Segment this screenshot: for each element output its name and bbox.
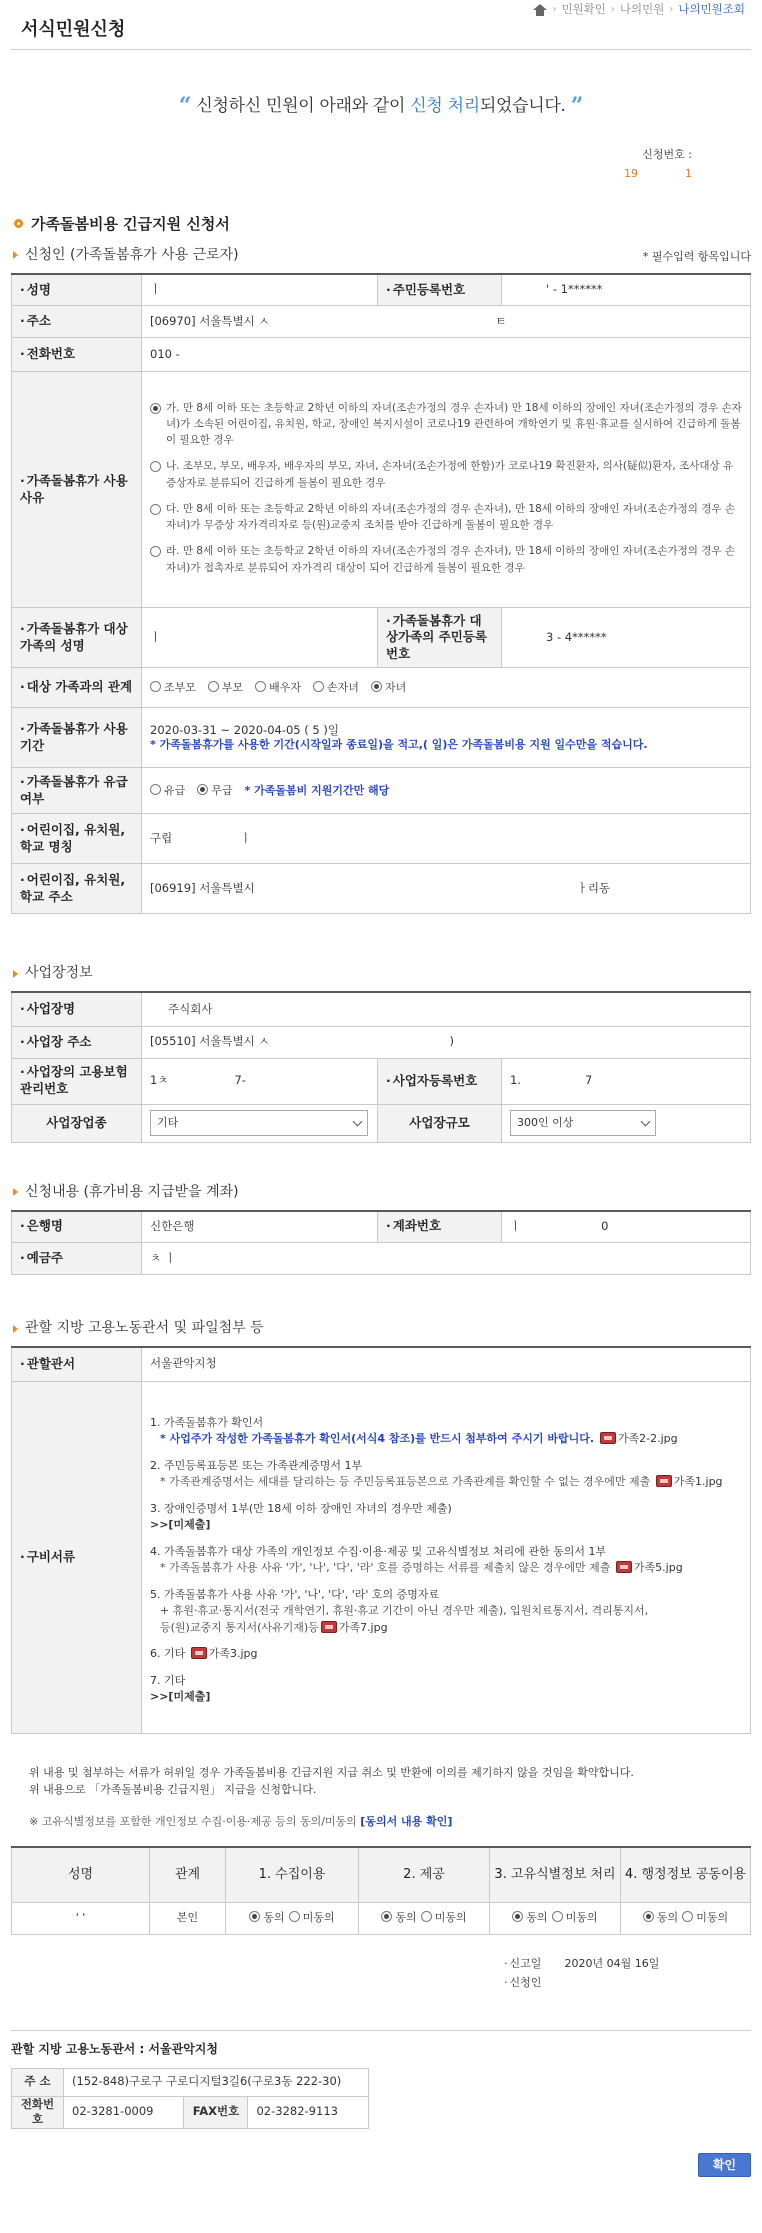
office-fax-label: FAX번호 <box>184 2096 248 2128</box>
office-section-header: 관할 지방 고용노동관서 및 파일첨부 등 <box>11 1319 751 1338</box>
disagree-text: 미동의 <box>302 1911 335 1925</box>
office-tel-value: 02-3281-0009 <box>64 2096 184 2128</box>
rrn-label: · 주민등록번호 <box>378 274 502 306</box>
relation-text: 배우자 <box>269 680 302 694</box>
docs-list <box>142 1381 751 1733</box>
relation-label: · 대상 가족과의 관계 <box>12 668 142 708</box>
relation-options <box>142 668 751 708</box>
circle-bullet-icon <box>14 219 23 228</box>
paid-radio[interactable] <box>150 784 161 795</box>
office-info-table <box>11 2068 369 2129</box>
name-label: · 성명 <box>12 274 142 306</box>
file-icon[interactable] <box>656 1475 672 1487</box>
relation-text: 손자녀 <box>327 680 359 694</box>
account-label: · 계좌번호 <box>378 1211 502 1243</box>
doc-4-note: * 가족돌봄휴가 사용 사유 '가', '나', '다', '라' 호를 증명하는 서류를 제출치 않은 경우에만 제출 가족5.jpg <box>160 1561 683 1574</box>
business-size-label: 사업장규모 <box>378 1104 502 1142</box>
sign-block: · 신고일 2020년 04월 16일 · 신청인 <box>504 1955 751 1992</box>
phone-value: 010 - <box>142 338 751 372</box>
business-table <box>11 991 751 1143</box>
banner-text-highlight: 신청 처리 <box>410 96 480 116</box>
agree-option[interactable] <box>381 1911 416 1924</box>
chevron-down-icon <box>353 1116 363 1126</box>
paid-note: * 가족돌봄비 지원기간만 해당 <box>244 783 390 797</box>
banner-text-post: 되었습니다. <box>479 96 566 116</box>
business-addr-value: [05510] 서울특별시 ㅅ ) <box>142 1026 751 1058</box>
declaration-line-2: 위 내용으로 「가족돌봄비용 긴급지원」 지급을 신청합니다. <box>29 1783 317 1797</box>
doc-3: 3. 장애인증명서 1부(만 18세 이하 장애인 자녀의 경우만 제출) <box>150 1501 452 1515</box>
reason-text: 나. 조부모, 부모, 배우자, 배우자의 부모, 자녀, 손자녀(조손가정에 한함)가 코로나19 확진환자, 의사(疑似)환자, 조사대상 유증상자로 분류되어 긴급하게 돌봄이 필요한 경우 <box>166 460 734 489</box>
consent-note: ※ 고유식별정보를 포함한 개인정보 수집·이용·제공 등의 동의/미동의 [동의서 내용 확인] <box>29 1814 453 1828</box>
account-value: ㅣ 0 <box>502 1211 751 1243</box>
file-icon[interactable] <box>321 1621 337 1633</box>
top-bar <box>11 0 751 50</box>
relation-text: 부모 <box>221 680 244 694</box>
reason-radio[interactable] <box>150 504 161 515</box>
business-addr-label: · 사업장 주소 <box>12 1026 142 1058</box>
file-icon[interactable] <box>600 1432 616 1444</box>
doc-7-status: >>[미제출] <box>150 1690 211 1703</box>
consent-header: 3. 고유식별정보 처리 <box>490 1847 621 1903</box>
agree-radio[interactable] <box>381 1911 392 1922</box>
consent-header: 2. 제공 <box>359 1847 490 1903</box>
reason-option <box>150 400 742 449</box>
reason-option <box>150 501 742 534</box>
consent-relation: 본인 <box>150 1903 226 1935</box>
school-name-label: · 어린이집, 유치원, 학교 명칭 <box>12 814 142 864</box>
applicant-sign-label: 신청인 <box>509 1975 542 1989</box>
doc-5-file[interactable]: 가족7.jpg <box>338 1620 388 1634</box>
doc-2: 2. 주민등록표등본 또는 가족관계증명서 1부 <box>150 1458 363 1472</box>
agree-option[interactable] <box>512 1911 547 1924</box>
office-fax-value: 02-3282-9113 <box>248 2096 369 2128</box>
doc-3-status: >>[미제출] <box>150 1518 211 1531</box>
doc-2-file[interactable]: 가족1.jpg <box>673 1475 723 1488</box>
doc-5: 5. 가족돌봄휴가 사용 사유 '가', '나', '다', '라' 호의 증명자료 <box>150 1587 440 1601</box>
disagree-option[interactable] <box>552 1911 598 1924</box>
target-name-value: ㅣ <box>142 608 378 668</box>
applicant-table <box>11 273 751 915</box>
receipt-num-b: 1 <box>685 166 692 180</box>
consent-name: ' ' <box>12 1903 150 1935</box>
consent-table <box>11 1846 751 1936</box>
breadcrumb-item-civil-check[interactable]: 민원확인 <box>561 2 606 16</box>
chevron-right-icon: › <box>610 4 615 15</box>
target-rrn-label: · 가족돌봄휴가 대상가족의 주민등록번호 <box>378 608 502 668</box>
reason-text: 라. 만 8세 이하 또는 초등학교 2학년 이하의 자녀(조손가정의 경우 손자녀), 만 18세 이하의 장애인 자녀(조손가정의 경우 손자녀)가 접촉자로 분류되어 자가격리 대상이 되어 긴급하게 돌봄이 필요한 경우 <box>166 545 736 574</box>
relation-option[interactable] <box>150 681 196 694</box>
relation-radio[interactable] <box>150 681 161 692</box>
banner-text-pre: 신청하신 민원이 아래와 같이 <box>196 96 411 116</box>
office-addr-value: (152-848)구로구 구로디지털3길6(구로3동 222-30) <box>64 2068 369 2096</box>
period-note: * 가족돌봄휴가를 사용한 기간(시작일과 종료일)을 적고,( 일)은 가족돌봄비용 지원 일수만을 적습니다. <box>150 738 648 752</box>
paid-text: 무급 <box>211 783 233 797</box>
triangle-bullet-icon <box>13 1188 18 1196</box>
disagree-text: 미동의 <box>434 1911 467 1925</box>
agree-radio[interactable] <box>249 1911 260 1922</box>
disagree-option[interactable] <box>289 1911 335 1924</box>
paid-options <box>142 768 751 814</box>
page-title: 서식민원신청 <box>21 19 126 40</box>
consent-header: 1. 수집이용 <box>226 1847 359 1903</box>
disagree-text: 미동의 <box>565 1911 598 1925</box>
office-title: 관할 지방 고용노동관서 : 서울관악지청 <box>11 2030 751 2057</box>
period-label: · 가족돌봄휴가 사용기간 <box>12 708 142 768</box>
consent-choice <box>621 1903 751 1935</box>
disagree-radio[interactable] <box>421 1911 432 1922</box>
form-title: 가족돌봄비용 긴급지원 신청서 <box>11 214 751 234</box>
relation-text: 자녀 <box>384 680 407 694</box>
declaration-line-1: 위 내용 및 첨부하는 서류가 허위일 경우 가족돌봄비용 긴급지원 지급 취소 및 반환에 이의를 제기하지 않을 것임을 확약합니다. <box>29 1765 634 1779</box>
reason-text: 다. 만 8세 이하 또는 초등학교 2학년 이하의 자녀(조손가정의 경우 손자녀), 만 18세 이하의 장애인 자녀(조손가정의 경우 손자녀)가 무증상 자가격리자로 등(원)교중지 조치를 받아 긴급하게 돌봄이 필요한 경우 <box>166 502 736 532</box>
paid-option[interactable] <box>150 784 185 797</box>
office-addr-label: 주 소 <box>12 2068 64 2096</box>
address-label: · 주소 <box>12 306 142 338</box>
consent-choice <box>226 1903 359 1935</box>
chevron-right-icon: › <box>552 4 557 15</box>
bank-section-header: 신청내용 (휴가비용 지급받을 계좌) <box>11 1183 751 1202</box>
school-addr-value: [06919] 서울특별시 ㅏ리동 <box>142 864 751 914</box>
reason-radio[interactable] <box>150 546 161 557</box>
consent-choice <box>359 1903 490 1935</box>
doc-6: 6. 기타 가족3.jpg <box>150 1647 258 1660</box>
docs-label: · 구비서류 <box>12 1381 142 1733</box>
office-label: · 관할관서 <box>12 1347 142 1381</box>
triangle-bullet-icon <box>13 1325 18 1333</box>
doc-7: 7. 기타 <box>150 1673 186 1687</box>
doc-1-note: * 사업주가 작성한 가족돌봄휴가 확인서(서식4 참조)를 반드시 첨부하여 주시기 바랍니다. 가족2-2.jpg <box>160 1432 678 1445</box>
chevron-right-icon: › <box>669 4 674 15</box>
consent-header: 성명 <box>12 1847 150 1903</box>
name-value: ㅣ <box>142 274 378 306</box>
agree-option[interactable] <box>249 1911 284 1924</box>
confirm-button[interactable]: 확인 <box>698 2153 751 2177</box>
business-name-label: · 사업장명 <box>12 992 142 1026</box>
reason-text: 가. 만 8세 이하 또는 초등학교 2학년 이하의 자녀(조손가정의 경우 손자녀) 만 18세 이하의 장애인 자녀(조손가정의 경우 손자녀)가 소속된 어린이집, 유치원, 학교, 장애인 복지시설이 코로나19 관련하여 개학연기 및 휴원·휴교를 실시하여 긴급하게 돌봄이 필요한 경우 <box>166 401 742 447</box>
office-tel-label: 전화번호 <box>12 2096 64 2128</box>
file-icon[interactable] <box>191 1647 207 1659</box>
doc-1: 1. 가족돌봄휴가 확인서 <box>150 1415 264 1429</box>
relation-radio[interactable] <box>255 681 266 692</box>
breadcrumb <box>533 2 745 18</box>
breadcrumb-item-current[interactable]: 나의민원조회 <box>678 2 745 16</box>
reason-option <box>150 458 742 491</box>
agree-radio[interactable] <box>643 1911 654 1922</box>
insurance-label: · 사업장의 고용보험 관리번호 <box>12 1058 142 1104</box>
reg-value: 1. 7 <box>502 1058 751 1104</box>
business-section-header: 사업장정보 <box>11 964 751 983</box>
doc-6-file[interactable]: 가족3.jpg <box>208 1647 258 1660</box>
business-type-cell <box>142 1104 378 1142</box>
doc-1-file[interactable]: 가족2-2.jpg <box>617 1432 678 1445</box>
breadcrumb-item-my-civil[interactable]: 나의민원 <box>619 2 665 16</box>
office-table <box>11 1346 751 1734</box>
close-quote-icon: ” <box>570 93 584 119</box>
holder-value: ㅊ ㅣ <box>142 1243 751 1275</box>
agree-radio[interactable] <box>512 1911 523 1922</box>
target-rrn-value: 3 - 4****** <box>502 608 751 668</box>
agree-text: 동의 <box>395 1911 417 1925</box>
date-value: 2020년 04월 16일 <box>564 1957 660 1971</box>
business-size-cell <box>502 1104 751 1142</box>
required-note: * 필수입력 항목입니다 <box>642 249 751 263</box>
result-banner <box>11 92 751 122</box>
business-size-select[interactable]: 300인 이상 <box>510 1110 656 1136</box>
disagree-radio[interactable] <box>289 1911 300 1922</box>
disagree-radio[interactable] <box>682 1911 693 1922</box>
reason-radio[interactable] <box>150 461 161 472</box>
consent-header: 4. 행정정보 공동이용 <box>621 1847 751 1903</box>
triangle-bullet-icon <box>13 970 18 978</box>
business-type-select[interactable]: 기타 <box>150 1110 368 1136</box>
relation-option[interactable] <box>208 681 243 694</box>
period-value: 2020-03-31 ~ 2020-04-05 ( 5 )일 * 가족돌봄휴가를 사용한 기간(시작일과 종료일)을 적고,( 일)은 가족돌봄비용 지원 일수만을 적습니다. <box>142 708 751 768</box>
paid-text: 유급 <box>164 783 186 797</box>
relation-option[interactable] <box>371 681 406 694</box>
home-icon[interactable] <box>533 4 547 16</box>
relation-radio[interactable] <box>208 681 219 692</box>
phone-label: · 전화번호 <box>12 338 142 372</box>
bank-value: 신한은행 <box>142 1211 378 1243</box>
agree-text: 동의 <box>656 1911 679 1925</box>
business-type-label: 사업장업종 <box>12 1104 142 1142</box>
paid-option[interactable] <box>197 784 232 797</box>
doc-5-note-2: 등(원)교중지 통지서(사유기재)등 가족7.jpg <box>160 1620 388 1634</box>
disagree-text: 미동의 <box>696 1911 729 1925</box>
doc-2-note: * 가족관계증명서는 세대를 달리하는 등 주민등록표등본으로 가족관계를 확인할 수 없는 경우에만 제출 가족1.jpg <box>160 1475 723 1488</box>
reason-radio[interactable] <box>150 403 161 414</box>
triangle-bullet-icon <box>13 251 18 259</box>
insurance-value: 1ㅊ 7- <box>142 1058 378 1104</box>
business-name-value: 주식회사 <box>142 992 751 1026</box>
agree-text: 동의 <box>526 1911 548 1925</box>
open-quote-icon: “ <box>178 93 192 119</box>
agree-text: 동의 <box>263 1911 285 1925</box>
doc-5-note-1: + 휴원·휴교·통지서(전국 개학연기, 휴원·휴교 기간이 아닌 경우만 제출), 입원치료통지서, 격리통지서, <box>160 1604 649 1617</box>
target-name-label: · 가족돌봄휴가 대상가족의 성명 <box>12 608 142 668</box>
reason-label: · 가족돌봄휴가 사용 사유 <box>12 372 142 608</box>
file-icon[interactable] <box>616 1561 632 1573</box>
bank-label: · 은행명 <box>12 1211 142 1243</box>
chevron-down-icon <box>641 1116 651 1126</box>
receipt-num-a: 19 <box>624 166 638 180</box>
disagree-option[interactable] <box>682 1911 728 1924</box>
receipt-number <box>624 148 692 182</box>
agree-option[interactable] <box>643 1911 678 1924</box>
bank-table <box>11 1210 751 1276</box>
address-value: [06970] 서울특별시 ㅅ ㅌ <box>142 306 751 338</box>
doc-4: 4. 가족돌봄휴가 대상 가족의 개인정보 수집·이용·제공 및 고유식별정보 처리에 관한 동의서 1부 <box>150 1544 607 1558</box>
school-name-value: 구립 ㅣ <box>142 814 751 864</box>
disagree-radio[interactable] <box>552 1911 563 1922</box>
relation-radio[interactable] <box>313 681 324 692</box>
reason-options <box>142 372 751 608</box>
disagree-option[interactable] <box>421 1911 467 1924</box>
relation-text: 조부모 <box>164 680 196 694</box>
consent-choice <box>490 1903 621 1935</box>
paid-radio[interactable] <box>197 784 208 795</box>
reason-option <box>150 543 742 576</box>
office-value: 서울관악지청 <box>142 1347 751 1381</box>
rrn-value: ' - 1****** <box>502 274 751 306</box>
consent-header: 관계 <box>150 1847 226 1903</box>
declaration <box>11 1764 751 1799</box>
consent-detail-link[interactable]: [동의서 내용 확인] <box>360 1814 453 1828</box>
receipt-label: 신청번호 : <box>642 148 692 161</box>
date-label: 신고일 <box>509 1957 542 1971</box>
relation-option[interactable] <box>255 681 301 694</box>
doc-4-file[interactable]: 가족5.jpg <box>633 1561 683 1574</box>
paid-label: · 가족돌봄휴가 유급 여부 <box>12 768 142 814</box>
reg-label: · 사업자등록번호 <box>378 1058 502 1104</box>
holder-label: · 예금주 <box>12 1243 142 1275</box>
applicant-section-header: 신청인 (가족돌봄휴가 사용 근로자) * 필수입력 항목입니다 <box>11 246 751 265</box>
school-addr-label: · 어린이집, 유치원, 학교 주소 <box>12 864 142 914</box>
relation-option[interactable] <box>313 681 359 694</box>
relation-radio[interactable] <box>371 681 382 692</box>
